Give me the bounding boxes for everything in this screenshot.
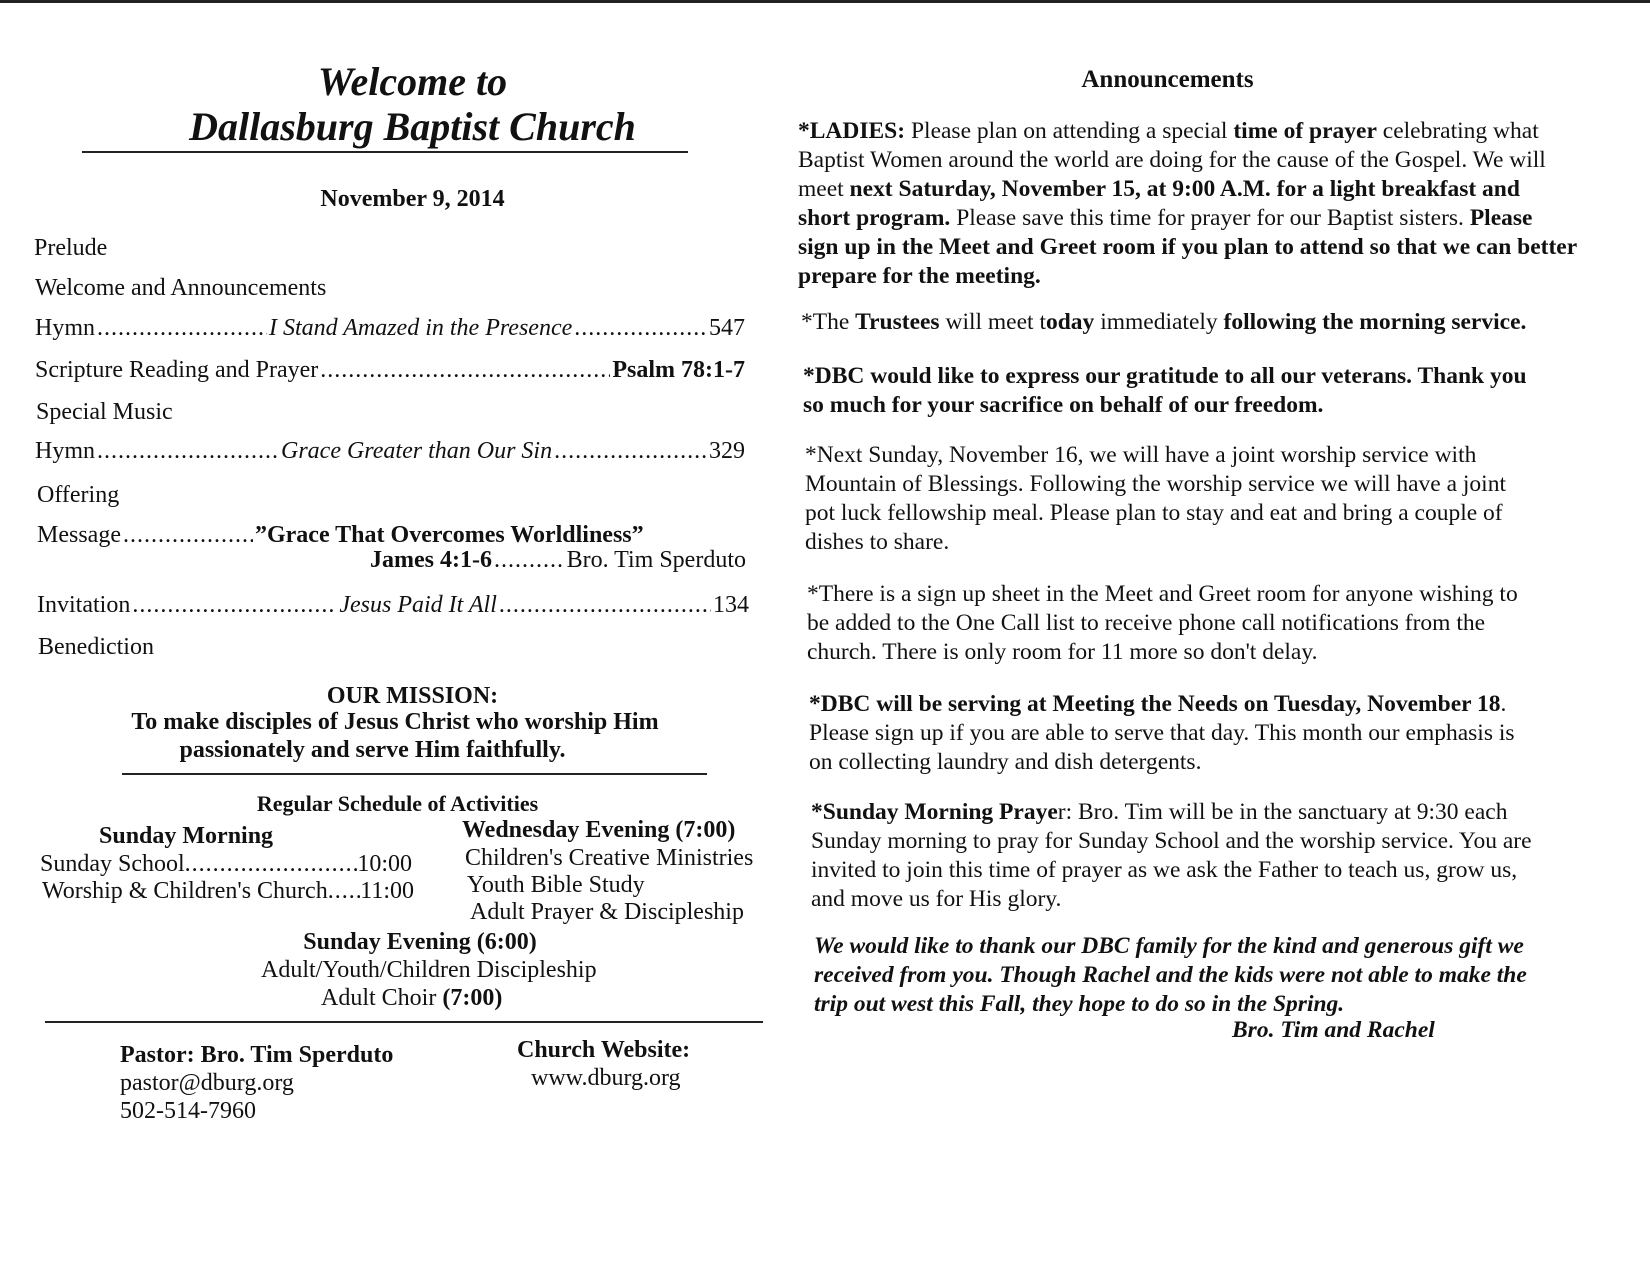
- mission-line-1: To make disciples of Jesus Christ who worship Him: [131, 709, 659, 735]
- signature: Bro. Tim and Rachel: [1232, 1017, 1435, 1043]
- announcement-meeting-needs: *DBC will be serving at Meeting the Needs on Tuesday, November 18. Please sign up if you are able to serve that day. This month our emphasis is on collecting laundry and dish detergents.: [809, 691, 1515, 775]
- sunday-school-row: Sunday School ..... 10:00: [40, 850, 412, 879]
- title-divider: [82, 151, 688, 153]
- announcement-one-call: *There is a sign up sheet in the Meet and Greet room for anyone wishing to be added to the One Call list to receive phone call notifications from the church. There is only room for 11 more so don't delay.: [807, 581, 1518, 665]
- announcement-trustees: *The Trustees will meet today immediately following the morning service.: [801, 309, 1527, 335]
- order-message: Message ..... ”Grace That Overcomes Worldliness”: [37, 520, 637, 550]
- order-scripture: Scripture Reading and Prayer ..... Psalm 78:1-7: [35, 355, 745, 385]
- order-message-ref: James 4:1-6 ..... Bro. Tim Sperduto: [370, 545, 746, 575]
- pastor-email: pastor@dburg.org: [120, 1070, 294, 1096]
- announcement-ladies: *LADIES: Please plan on attending a special time of prayer celebrating what Baptist Women around the world are doing for the cause of the Gospel. We will meet next Saturday, November 15, at 9:00 A.M. for a light breakfast and short program. Please save this time for prayer for our Baptist sisters. Please sign up in the Meet and Greet room if you plan to attend so that we can better prepare for the meeting.: [798, 118, 1577, 289]
- mission-divider: [122, 773, 707, 775]
- wednesday-item-3: Adult Prayer & Discipleship: [470, 899, 744, 925]
- sunday-morning-heading: Sunday Morning: [99, 823, 274, 849]
- website-label: Church Website:: [517, 1037, 691, 1063]
- welcome-title-line1: Welcome to: [317, 59, 508, 104]
- pastor-phone: 502-514-7960: [120, 1098, 256, 1124]
- service-date: November 9, 2014: [320, 186, 505, 212]
- order-hymn-1: Hymn ..... I Stand Amazed in the Presence ..... 547: [35, 313, 745, 343]
- order-special-music: Special Music: [36, 399, 173, 425]
- schedule-heading: Regular Schedule of Activities: [256, 791, 539, 816]
- order-invitation: Invitation ..... Jesus Paid It All ..... 134: [37, 590, 749, 620]
- contact-divider: [45, 1021, 763, 1023]
- wednesday-heading: Wednesday Evening (7:00): [462, 817, 736, 843]
- wednesday-item-2: Youth Bible Study: [467, 872, 645, 898]
- sunday-evening-heading: Sunday Evening (6:00): [303, 929, 537, 955]
- thank-you-note: We would like to thank our DBC family for the kind and generous gift we received from you. Though Rachel and the kids were not able to make the trip out west this Fall, they hope to do so in the Spring.: [814, 933, 1527, 1017]
- order-welcome: Welcome and Announcements: [35, 275, 327, 301]
- announcement-veterans: *DBC would like to express our gratitude to all our veterans. Thank you so much for your sacrifice on behalf of our freedom.: [803, 363, 1527, 418]
- order-hymn-2: Hymn ..... Grace Greater than Our Sin ..... 329: [35, 436, 745, 466]
- order-offering: Offering: [37, 482, 120, 508]
- order-prelude: Prelude: [34, 235, 108, 261]
- church-name-title: Dallasburg Baptist Church: [189, 104, 636, 149]
- sunday-evening-item-2: Adult Choir (7:00): [321, 985, 503, 1011]
- sunday-evening-item-1: Adult/Youth/Children Discipleship: [261, 957, 597, 983]
- wednesday-item-1: Children's Creative Ministries: [465, 845, 754, 871]
- website-url: www.dburg.org: [531, 1065, 681, 1091]
- worship-row: Worship & Children's Church ..... 11:00: [42, 877, 414, 906]
- announcement-sunday-prayer: *Sunday Morning Prayer: Bro. Tim will be in the sanctuary at 9:30 each Sunday morning to pray for Sunday School and the worship service. You are invited to join this time of prayer as we ask the Father to teach us, grow us, and move us for His glory.: [811, 799, 1532, 912]
- order-benediction: Benediction: [38, 634, 154, 660]
- pastor-name: Pastor: Bro. Tim Sperduto: [120, 1042, 394, 1068]
- mission-heading: OUR MISSION:: [326, 683, 499, 709]
- announcement-joint-service: *Next Sunday, November 16, we will have a joint worship service with Mountain of Blessings. Following the worship service we will have a joint pot luck fellowship meal. Please plan to stay and eat and bring a couple of dishes to share.: [805, 442, 1506, 555]
- announcements-title: Announcements: [1081, 66, 1254, 93]
- mission-line-2: passionately and serve Him faithfully.: [179, 737, 566, 763]
